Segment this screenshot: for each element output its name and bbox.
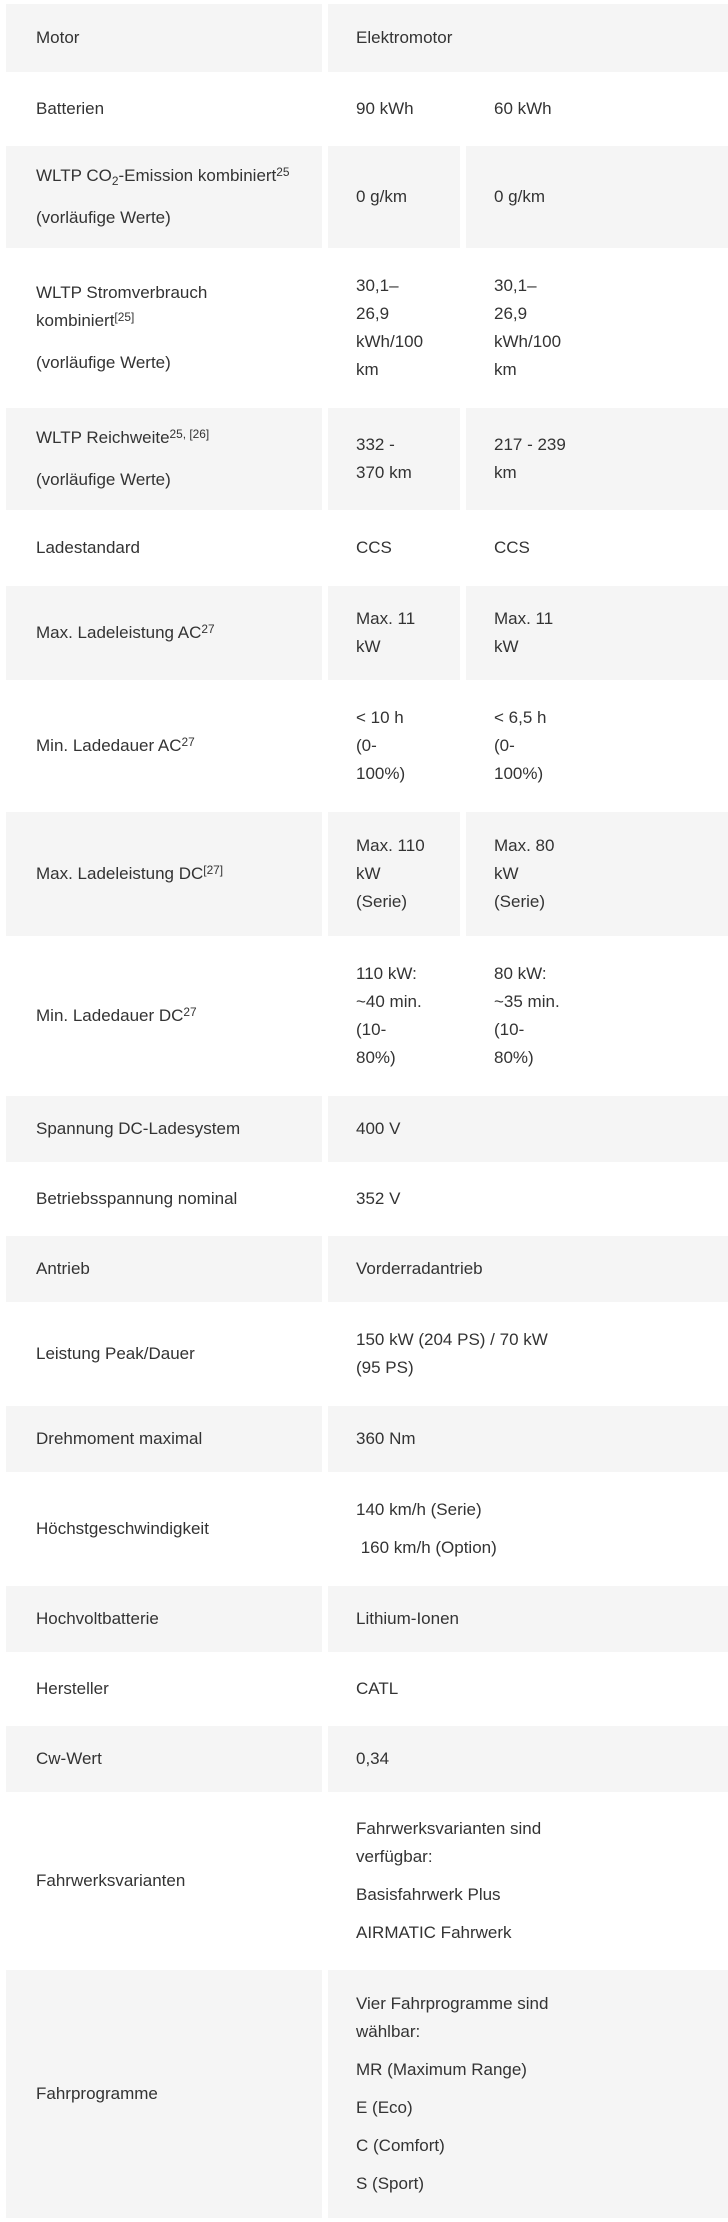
label-co2-b: -Emission kombiniert bbox=[118, 166, 277, 185]
value-fahrwerk bbox=[328, 1796, 728, 1966]
value-hersteller: CATL bbox=[328, 1656, 728, 1722]
value-ladedauer-ac-90 bbox=[328, 684, 460, 808]
value-line: 100%) bbox=[356, 764, 406, 783]
value-line: km bbox=[494, 463, 517, 482]
row-fahrprogramme bbox=[6, 1970, 728, 2218]
value-line: km bbox=[494, 360, 517, 379]
row-hoechstgeschwindigkeit bbox=[6, 1476, 728, 1582]
value-line: 80%) bbox=[494, 1048, 534, 1067]
value-hochvoltbatterie: Lithium-Ionen bbox=[328, 1586, 728, 1652]
value-ladedauer-dc-90 bbox=[328, 940, 460, 1092]
value-spannung-dc: 400 V bbox=[328, 1096, 728, 1162]
value-line: ~35 min. bbox=[494, 992, 560, 1011]
label-text: Min. Ladedauer DC bbox=[36, 1006, 184, 1025]
row-reichweite bbox=[6, 408, 728, 510]
row-strom bbox=[6, 252, 728, 404]
row-spannung-dc bbox=[6, 1096, 728, 1162]
label-betriebsspannung: Betriebsspannung nominal bbox=[6, 1166, 322, 1232]
label-cw: Cw-Wert bbox=[6, 1726, 322, 1792]
value-line: kWh/100 bbox=[356, 332, 424, 351]
row-fahrwerk bbox=[6, 1796, 728, 1966]
value-reichweite-60 bbox=[466, 408, 728, 510]
value-line: 150 kW (204 PS) / 70 kW bbox=[356, 1330, 548, 1349]
row-motor bbox=[6, 4, 728, 72]
value-line: (0- bbox=[494, 736, 515, 755]
value-line: ~40 min. bbox=[356, 992, 422, 1011]
value-batterien-60: 60 kWh bbox=[466, 76, 728, 142]
row-cw bbox=[6, 1726, 728, 1792]
value-line: 100%) bbox=[494, 764, 544, 783]
footnote-ref: 27 bbox=[183, 1004, 197, 1019]
value-line: AIRMATIC Fahrwerk bbox=[356, 1923, 512, 1942]
label-co2 bbox=[6, 146, 322, 248]
value-line: km bbox=[356, 360, 379, 379]
label-strom bbox=[6, 252, 322, 404]
value-drehmoment: 360 Nm bbox=[328, 1406, 728, 1472]
label-leistung: Leistung Peak/Dauer bbox=[6, 1306, 322, 1402]
value-line: Basisfahrwerk Plus bbox=[356, 1885, 501, 1904]
value-ladedauer-dc-60 bbox=[466, 940, 728, 1092]
value-line: verfügbar: bbox=[356, 1847, 433, 1866]
value-line: Max. 80 bbox=[494, 836, 555, 855]
row-batterien bbox=[6, 76, 728, 142]
row-hersteller bbox=[6, 1656, 728, 1722]
value-line: 26,9 bbox=[356, 304, 390, 323]
footnote-ref: 25, [26] bbox=[169, 426, 210, 441]
value-line: (95 PS) bbox=[356, 1358, 414, 1377]
value-line: 160 km/h (Option) bbox=[356, 1538, 497, 1557]
row-ladeleistung-ac bbox=[6, 586, 728, 680]
value-line: (10- bbox=[356, 1020, 387, 1039]
label-text: Max. Ladeleistung AC bbox=[36, 623, 202, 642]
value-line: 30,1– bbox=[356, 276, 399, 295]
row-hochvoltbatterie bbox=[6, 1586, 728, 1652]
label-ladedauer-ac bbox=[6, 684, 322, 808]
value-line: C (Comfort) bbox=[356, 2136, 445, 2155]
label-note: (vorläufige Werte) bbox=[36, 353, 171, 372]
label-reichweite bbox=[6, 408, 322, 510]
value-line: kW bbox=[494, 864, 519, 883]
value-fahrprogramme bbox=[328, 1970, 728, 2218]
value-ladestandard-90: CCS bbox=[328, 514, 460, 582]
value-line: (0- bbox=[356, 736, 377, 755]
value-ladeleistung-dc-60 bbox=[466, 812, 728, 936]
row-co2 bbox=[6, 146, 728, 248]
value-line: E (Eco) bbox=[356, 2098, 413, 2117]
label-text: Max. Ladeleistung DC bbox=[36, 864, 204, 883]
footnote-ref: 25 bbox=[276, 164, 290, 179]
row-leistung bbox=[6, 1306, 728, 1402]
value-ladeleistung-ac-90 bbox=[328, 586, 460, 680]
value-line: < 6,5 h bbox=[494, 708, 547, 727]
row-drehmoment bbox=[6, 1406, 728, 1472]
value-line: 140 km/h (Serie) bbox=[356, 1500, 482, 1519]
value-line: Vier Fahrprogramme sind bbox=[356, 1994, 549, 2013]
value-line: Max. 11 bbox=[356, 609, 416, 628]
label-strom-text: WLTP Stromverbrauch kombiniert bbox=[36, 283, 208, 330]
label-fahrwerk: Fahrwerksvarianten bbox=[6, 1796, 322, 1966]
label-note: (vorläufige Werte) bbox=[36, 470, 171, 489]
label-note: (vorläufige Werte) bbox=[36, 208, 171, 227]
row-betriebsspannung bbox=[6, 1166, 728, 1232]
value-betriebsspannung: 352 V bbox=[328, 1166, 728, 1232]
value-line: 332 - bbox=[356, 435, 395, 454]
value-line: kW bbox=[356, 864, 381, 883]
label-spannung-dc: Spannung DC-Ladesystem bbox=[6, 1096, 322, 1162]
value-line: < 10 h bbox=[356, 708, 404, 727]
row-ladedauer-dc bbox=[6, 940, 728, 1092]
value-line: 80%) bbox=[356, 1048, 396, 1067]
value-hoechstgeschwindigkeit bbox=[328, 1476, 728, 1582]
value-line: 30,1– bbox=[494, 276, 537, 295]
value-line: wählbar: bbox=[356, 2022, 421, 2041]
value-motor: Elektromotor bbox=[328, 4, 728, 72]
value-line: (Serie) bbox=[356, 892, 408, 911]
value-co2-90: 0 g/km bbox=[328, 146, 460, 248]
value-line: Max. 110 bbox=[356, 836, 425, 855]
value-line: 217 - 239 bbox=[494, 435, 566, 454]
label-hoechstgeschwindigkeit: Höchstgeschwindigkeit bbox=[6, 1476, 322, 1582]
value-line: (10- bbox=[494, 1020, 525, 1039]
label-batterien: Batterien bbox=[6, 76, 322, 142]
value-reichweite-90 bbox=[328, 408, 460, 510]
value-line: (Serie) bbox=[494, 892, 546, 911]
footnote-ref: [25] bbox=[114, 309, 135, 324]
value-co2-60: 0 g/km bbox=[466, 146, 728, 248]
value-line: kW bbox=[356, 637, 381, 656]
value-line: 370 km bbox=[356, 463, 412, 482]
value-batterien-90: 90 kWh bbox=[328, 76, 460, 142]
label-motor: Motor bbox=[6, 4, 322, 72]
label-co2-a: WLTP CO bbox=[36, 166, 112, 185]
row-ladeleistung-dc bbox=[6, 812, 728, 936]
row-antrieb bbox=[6, 1236, 728, 1302]
row-ladedauer-ac bbox=[6, 684, 728, 808]
value-cw: 0,34 bbox=[328, 1726, 728, 1792]
value-line: MR (Maximum Range) bbox=[356, 2060, 527, 2079]
value-line: S (Sport) bbox=[356, 2174, 425, 2193]
value-line: Fahrwerksvarianten sind bbox=[356, 1819, 542, 1838]
footnote-ref: [27] bbox=[203, 862, 224, 877]
footnote-ref: 27 bbox=[201, 621, 215, 636]
label-antrieb: Antrieb bbox=[6, 1236, 322, 1302]
label-text: Min. Ladedauer AC bbox=[36, 736, 182, 755]
label-ladeleistung-dc bbox=[6, 812, 322, 936]
label-ladedauer-dc bbox=[6, 940, 322, 1092]
row-ladestandard bbox=[6, 514, 728, 582]
label-fahrprogramme: Fahrprogramme bbox=[6, 1970, 322, 2218]
label-hersteller: Hersteller bbox=[6, 1656, 322, 1722]
label-drehmoment: Drehmoment maximal bbox=[6, 1406, 322, 1472]
label-hochvoltbatterie: Hochvoltbatterie bbox=[6, 1586, 322, 1652]
value-strom-90 bbox=[328, 252, 460, 404]
value-antrieb: Vorderradantrieb bbox=[328, 1236, 728, 1302]
value-leistung bbox=[328, 1306, 728, 1402]
label-ladeleistung-ac bbox=[6, 586, 322, 680]
value-line: Max. 11 bbox=[494, 609, 554, 628]
value-line: kW bbox=[494, 637, 519, 656]
label-reichweite-text: WLTP Reichweite bbox=[36, 428, 170, 447]
footnote-ref: 27 bbox=[181, 734, 195, 749]
value-line: 110 kW: bbox=[356, 964, 417, 983]
value-line: 26,9 bbox=[494, 304, 528, 323]
value-ladeleistung-ac-60 bbox=[466, 586, 728, 680]
label-ladestandard: Ladestandard bbox=[6, 514, 322, 582]
value-ladestandard-60: CCS bbox=[466, 514, 728, 582]
value-ladeleistung-dc-90 bbox=[328, 812, 460, 936]
value-line: 80 kW: bbox=[494, 964, 547, 983]
value-ladedauer-ac-60 bbox=[466, 684, 728, 808]
value-strom-60 bbox=[466, 252, 728, 404]
label-co2-sub: 2 bbox=[111, 173, 119, 188]
value-line: kWh/100 bbox=[494, 332, 562, 351]
